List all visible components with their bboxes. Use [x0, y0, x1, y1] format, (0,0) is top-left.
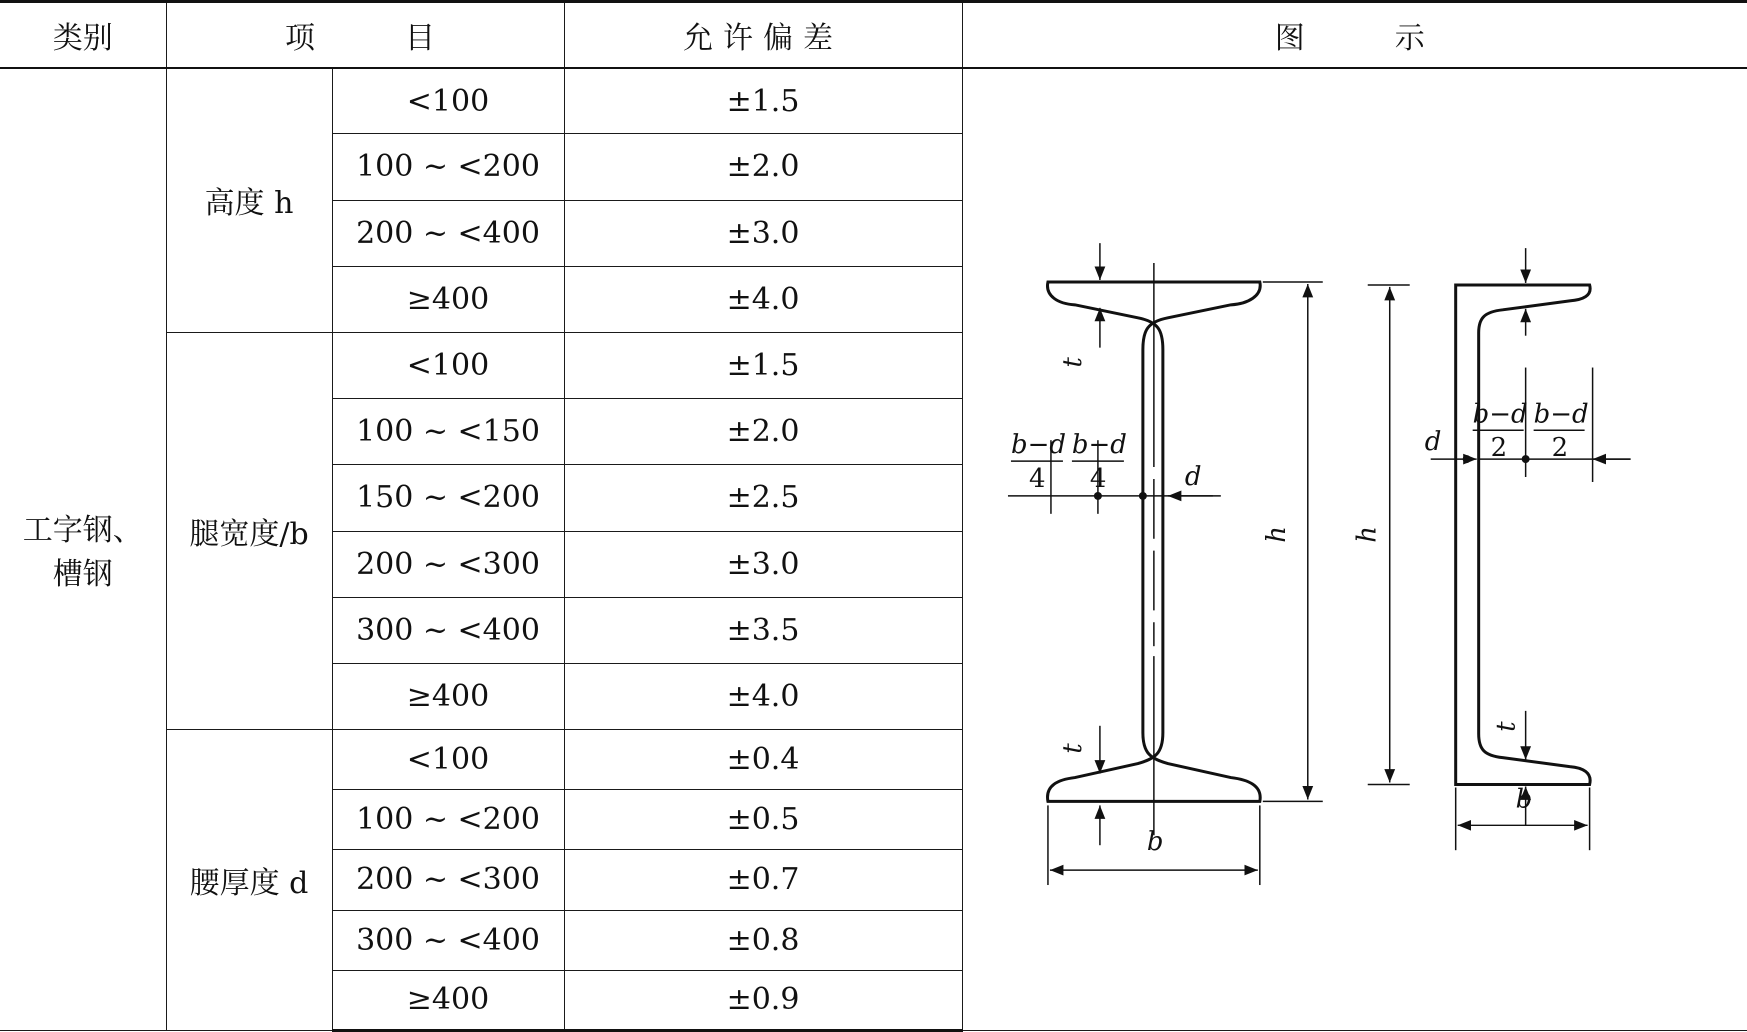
tolerance-cell: ±1.5: [564, 68, 962, 134]
channel-labels: [1352, 399, 1588, 814]
group-name-height: 高度 h: [166, 68, 332, 333]
tolerance-cell: ±0.7: [564, 850, 962, 910]
range-cell: 200 ~ <300: [332, 531, 564, 597]
label-h-ibeam: h: [1261, 525, 1292, 543]
range-cell: 300 ~ <400: [332, 597, 564, 663]
label-bd-4: b−d: [1533, 399, 1589, 429]
label-two-2: 2: [1551, 432, 1568, 463]
label-four-2: 4: [1089, 463, 1106, 494]
tolerance-cell: ±2.0: [564, 399, 962, 465]
label-bd-2: b−d: [1071, 429, 1127, 460]
range-cell: ≥400: [332, 970, 564, 1030]
label-t-top: t: [1057, 356, 1088, 368]
range-cell: 150 ~ <200: [332, 465, 564, 531]
label-d-channel: d: [1424, 426, 1441, 457]
range-cell: 200 ~ <300: [332, 850, 564, 910]
label-t-bottom: t: [1057, 742, 1088, 754]
tolerance-cell: ±0.8: [564, 910, 962, 970]
range-cell: <100: [332, 68, 564, 134]
header-item: 项 目: [166, 2, 564, 68]
tolerance-cell: ±0.9: [564, 970, 962, 1030]
range-cell: 100 ~ <150: [332, 399, 564, 465]
i-beam-dimensions: [1007, 243, 1322, 885]
header-tolerance: 允许偏差: [564, 2, 962, 68]
label-four-1: 4: [1028, 463, 1045, 494]
group-name-width: 腿宽度/b: [166, 332, 332, 729]
range-cell: ≥400: [332, 266, 564, 332]
tolerance-cell: ±3.0: [564, 200, 962, 266]
label-b-channel: b: [1515, 784, 1532, 815]
tolerance-cell: ±2.0: [564, 134, 962, 200]
range-cell: 100 ~ <200: [332, 134, 564, 200]
tolerance-cell: ±1.5: [564, 332, 962, 398]
range-cell: 100 ~ <200: [332, 790, 564, 850]
label-d-ibeam: d: [1184, 461, 1201, 492]
label-bd-3: b−d: [1472, 399, 1528, 429]
category-cell: [0, 68, 166, 1031]
label-h-channel: h: [1352, 525, 1383, 543]
header-figure: 图 示: [962, 2, 1747, 68]
category-line-2: 槽钢: [52, 557, 113, 593]
channel-dimensions: [1367, 248, 1630, 850]
label-t-channel: t: [1491, 721, 1522, 732]
range-cell: ≥400: [332, 663, 564, 729]
tolerance-cell: ±3.5: [564, 597, 962, 663]
label-bd-1: b−d: [1010, 429, 1066, 460]
label-two-1: 2: [1490, 432, 1507, 463]
tolerance-cell: ±3.0: [564, 531, 962, 597]
section-diagram: [963, 69, 1747, 1030]
tolerance-cell: ±0.4: [564, 730, 962, 790]
range-cell: 200 ~ <400: [332, 200, 564, 266]
range-cell: <100: [332, 332, 564, 398]
range-cell: 300 ~ <400: [332, 910, 564, 970]
group-name-thickness: 腰厚度 d: [166, 730, 332, 1031]
category-line-1: 工字钢、: [22, 513, 143, 549]
label-b-ibeam: b: [1146, 826, 1164, 857]
channel-drawing: [1455, 285, 1589, 785]
tolerance-cell: ±0.5: [564, 790, 962, 850]
figure-cell: [962, 68, 1747, 1031]
header-category: 类别: [0, 2, 166, 68]
tolerance-cell: ±2.5: [564, 465, 962, 531]
tolerance-cell: ±4.0: [564, 663, 962, 729]
range-cell: <100: [332, 730, 564, 790]
tolerance-cell: ±4.0: [564, 266, 962, 332]
